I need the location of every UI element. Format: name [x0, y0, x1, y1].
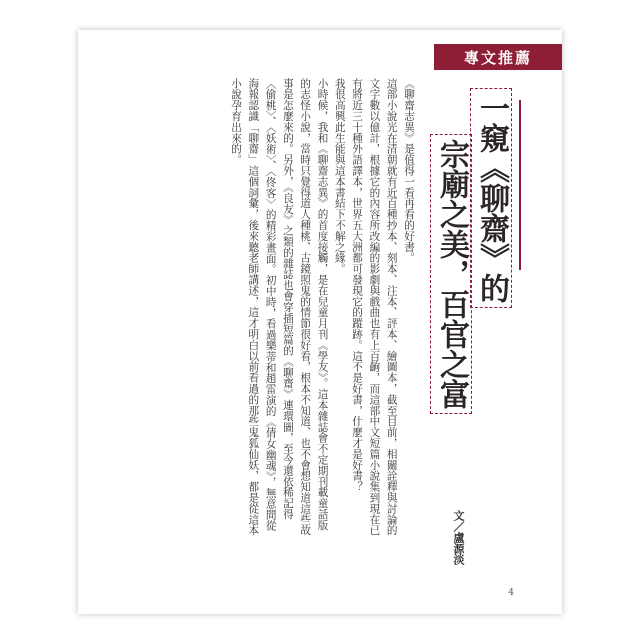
title-accent-rule	[519, 100, 521, 270]
title-line-2	[430, 134, 472, 414]
title-text-2: 宗廟之美，百官之富	[434, 139, 469, 409]
section-banner: 專文推薦	[434, 44, 562, 70]
article-body	[227, 78, 417, 538]
paragraph: 《聊齋志異》是值得一看再看的好書。	[403, 78, 415, 264]
paragraph: 我很高興此生能與這本書結下不解之緣。	[333, 78, 346, 275]
title-line-1	[470, 88, 512, 308]
paragraph: 小時候，我和《聊齋志異》的首度接觸，是在兒童月刊《學友》。這本雜誌會不定期刊載童話版的志怪小說，當時只覺得道人種桃、古鏡照鬼的情節很好看，根本不知道、也不會想知道這些故事是怎麼來的。另外，《良友》之類的雜誌也會穿插短篇的《聊齋》連環圖，至今還依稀記得〈偷桃〉、〈妖術〉、〈佟客〉的精彩畫面。初中時，看過樂蒂和趙雷演的《倩女幽魂》，無意間從海報認識「聊齋」這個詞彙，後來聽老師講述，這才明白以前看過的那些鬼狐仙妖，都是從這本小說孕育出來的。	[230, 78, 329, 536]
book-page	[78, 30, 562, 614]
author-byline: 文／盧源淡	[452, 510, 465, 565]
paragraph: 這部小說光在清朝就有近百種抄本、刻本、注本、評本、繪圖本，截至目前，相關詮釋與討論的文字數以億計，根據它的內容所改編的影劇與戲曲也有上百齣，而這部中文短篇小說集到現在已有將近三十種外語譯本，世界五大洲都可發現它的蹤跡。這不是好書，什麼才是好書？	[351, 78, 398, 536]
page-number: 4	[508, 588, 514, 598]
title-text-1: 一窺《聊齋》的	[474, 93, 509, 303]
